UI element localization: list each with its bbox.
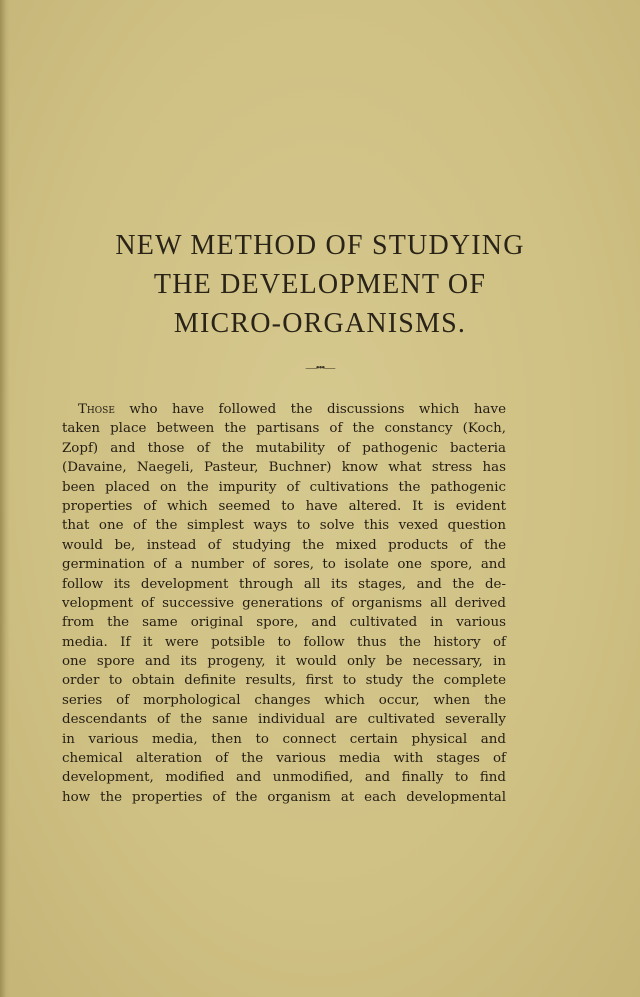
body-line: series of morphological changes which occur, when the [62,692,506,708]
body-paragraph [62,400,506,807]
body-line: that one of the simplest ways to solve this vexed question [62,518,506,534]
body-line: order to obtain definite results, first to study the complete [62,673,506,689]
body-line [62,400,506,419]
title-line: THE DEVELOPMENT OF [153,269,487,300]
body-line: descendants of the sanıe individual are cultivated severally [62,712,506,728]
body-line: chemical alteration of the various media with stages of [62,751,506,767]
body-line: taken place between the partisans of the constancy (Koch, [62,421,506,437]
body-line: (Davaine, Naegeli, Pasteur, Buchner) know what stress has [62,460,506,476]
body-line: properties of which seemed to have altered. It is evident [62,498,506,514]
body-line-text: who have followed the discussions which have [114,402,506,417]
page-spine-edge [0,0,10,997]
body-line: in various media, then to connect certain physical and [62,731,506,747]
body-line: one spore and its progeny, it would only be necessary, in [62,654,506,670]
chapter-title [0,226,640,343]
body-line: would be, instead of studying the mixed products of the [62,537,506,553]
body-line: development, modified and unmodified, and finally to find [62,770,506,786]
body-line: germination of a number of sores, to isolate one spore, and [62,557,506,573]
body-line: from the same original spore, and cultivated in various [62,615,506,631]
first-word: Those [78,402,115,417]
title-line: NEW METHOD OF STUDYING [115,230,525,261]
body-line: follow its development through all its stages, and the de- [62,576,506,592]
title-line: MICRO-ORGANISMS. [173,308,467,339]
body-line: velopment of successive generations of organisms all derived [62,595,506,611]
body-line: been placed on the impurity of cultivations the pathogenic [62,479,506,495]
body-line: Zopf) and those of the mutability of pathogenic bacteria [62,440,506,456]
body-line: how the properties of the organism at each developmental [62,789,506,805]
ornament-divider: —•••— [305,362,335,374]
body-line: media. If it were potsible to follow thus the history of [62,634,506,650]
